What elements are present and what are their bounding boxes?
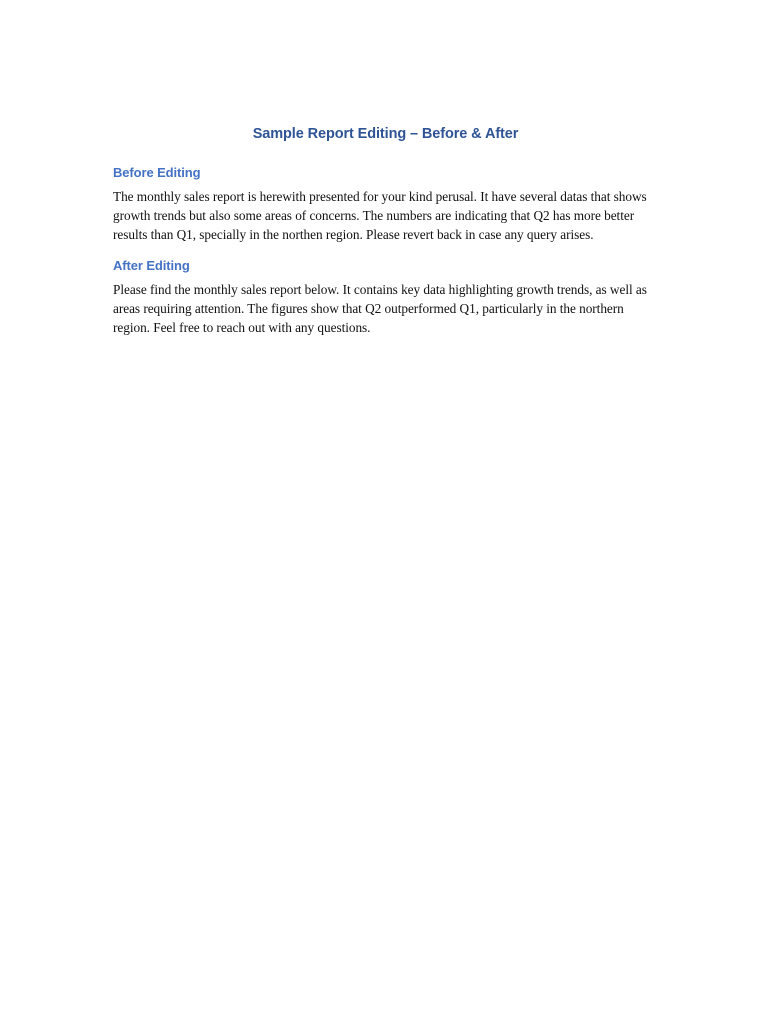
after-editing-section [113, 257, 658, 337]
before-editing-section [113, 164, 658, 244]
before-editing-paragraph: The monthly sales report is herewith presented for your kind perusal. It have several datas that shows growth trends but also some areas of concerns. The numbers are indicating that Q2 has more better results than Q1, specially in the northen region. Please revert back in case any query arises. [113, 189, 647, 242]
before-editing-heading: Before Editing [113, 165, 201, 180]
document-title: Sample Report Editing – Before & After [252, 126, 519, 142]
after-editing-heading: After Editing [113, 258, 190, 273]
after-editing-paragraph: Please find the monthly sales report below. It contains key data highlighting growth trends, as well as areas requiring attention. The figures show that Q2 outperformed Q1, particularly in the northern region. Feel free to reach out with any questions. [113, 282, 647, 335]
document-content [113, 124, 658, 350]
